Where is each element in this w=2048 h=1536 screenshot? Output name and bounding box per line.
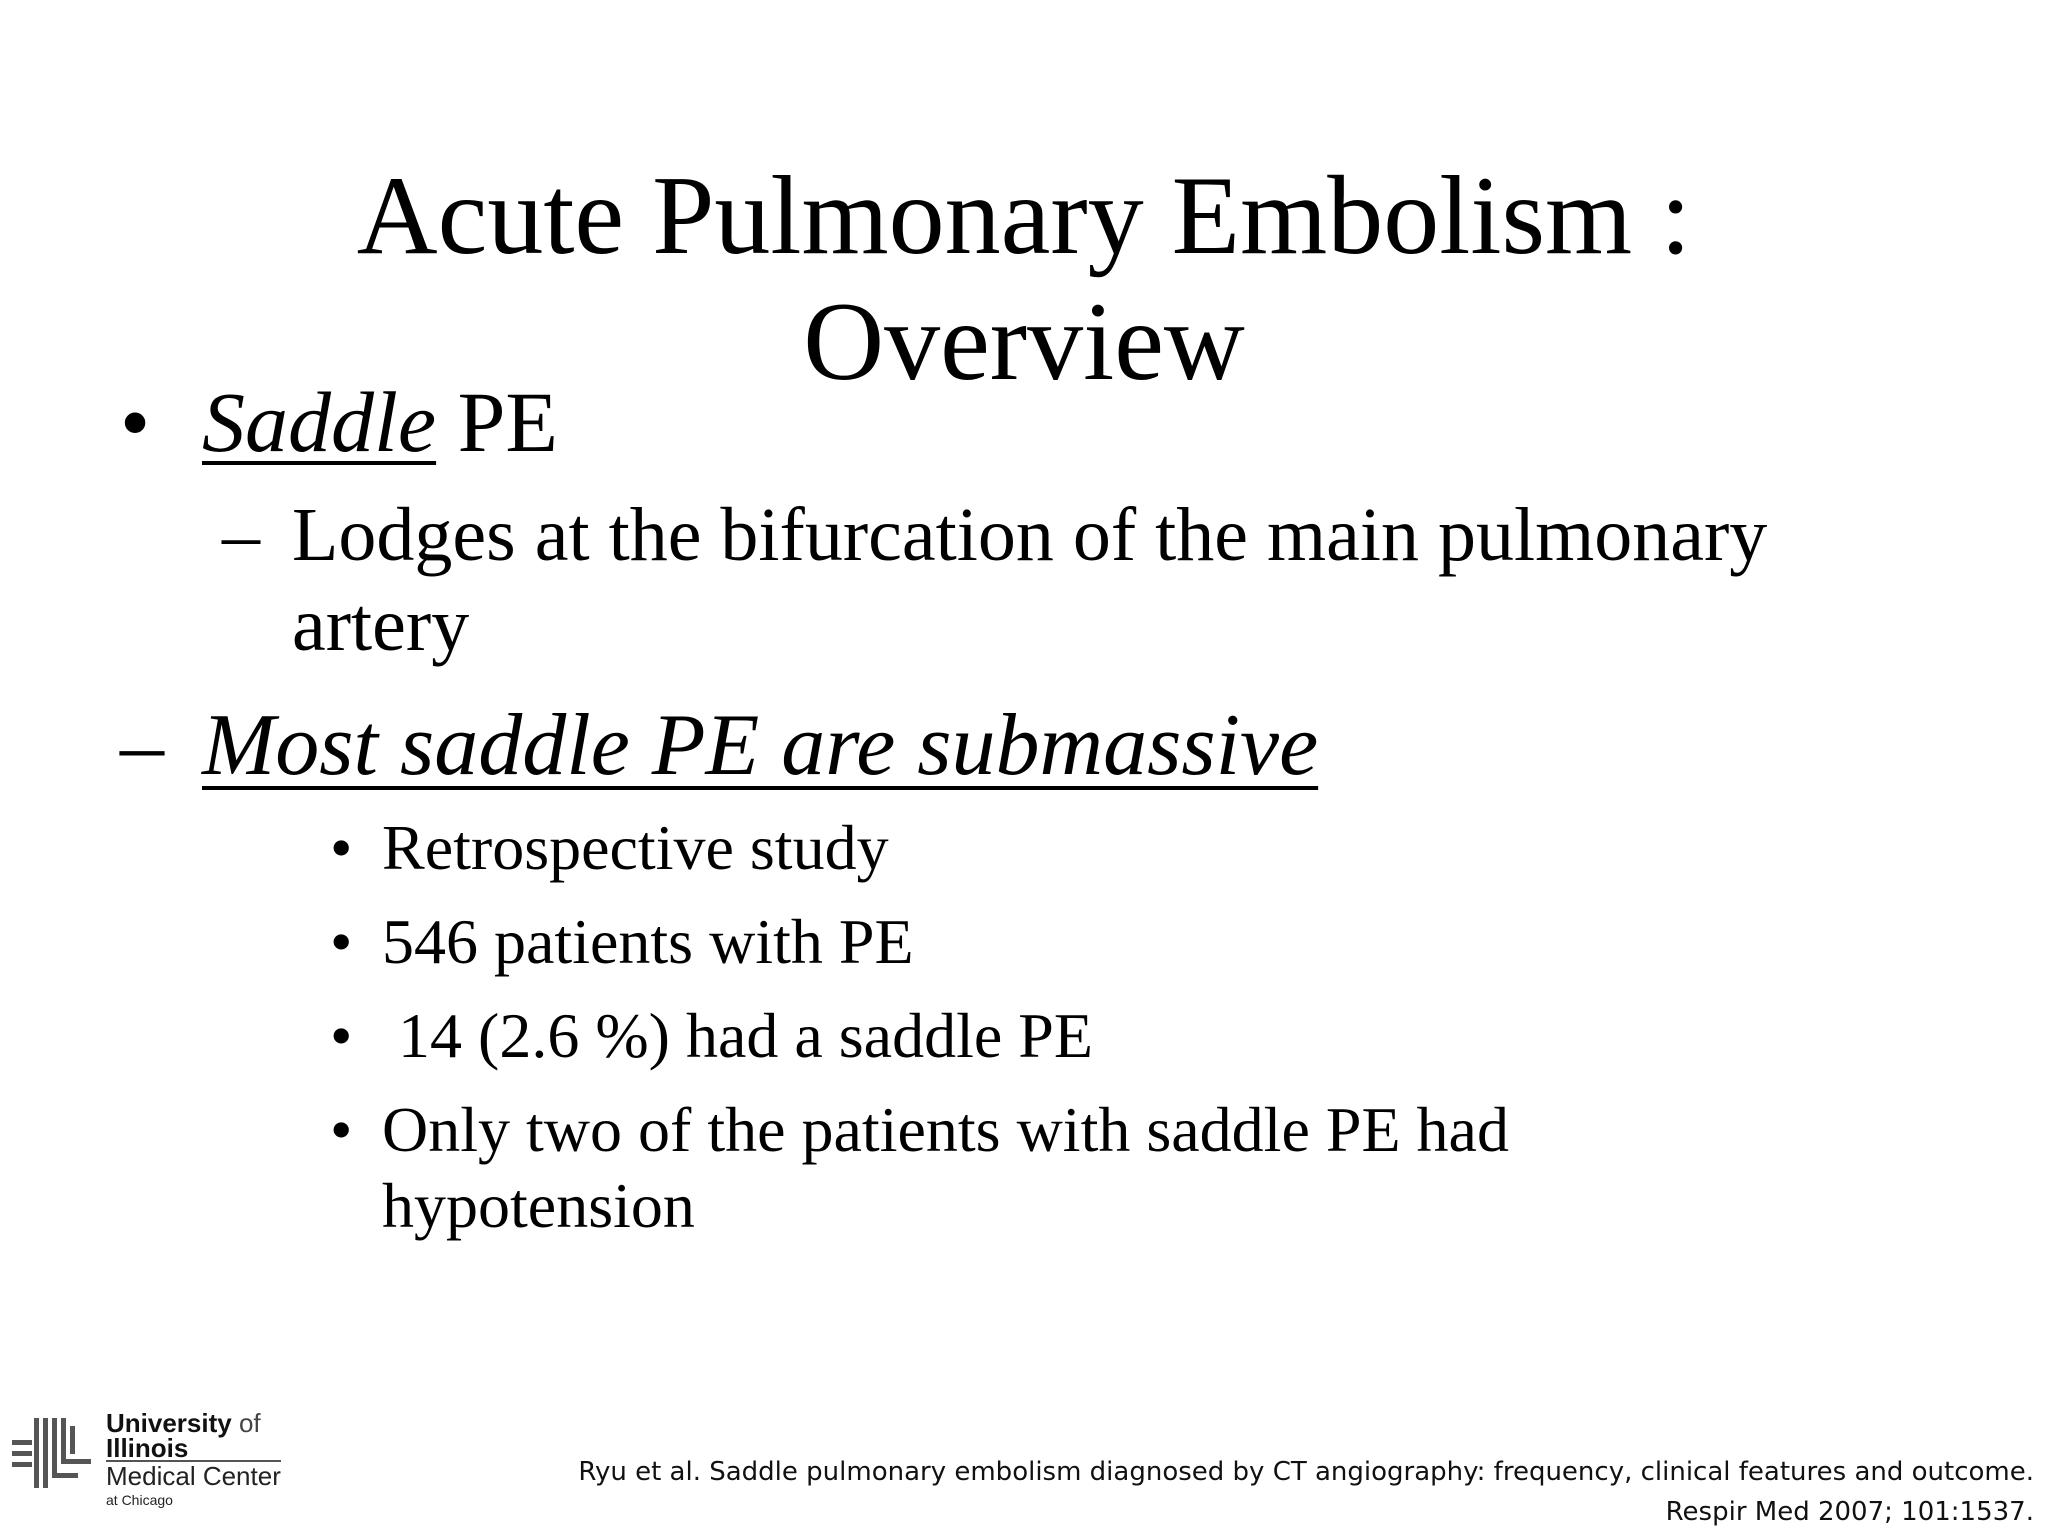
sub-item-text: Lodges at the bifurcation of the main pulmonary artery <box>292 493 1768 667</box>
citation <box>578 1452 2034 1532</box>
logo-university: University of <box>106 1408 261 1438</box>
title-line-1: Acute Pulmonary Embolism : <box>356 154 1692 279</box>
detail-text: Retrospective study <box>382 812 889 883</box>
bullet-emphasis: Saddle <box>202 374 437 470</box>
bullet-glyph: • <box>330 1094 353 1165</box>
detail-text: Only two of the patients with saddle PE had hypotension <box>382 1094 1509 1241</box>
title-line-2: Overview <box>803 280 1245 405</box>
bullet-glyph: • <box>330 1000 353 1071</box>
uic-logo-mark-icon <box>12 1418 104 1488</box>
logo-medical-center: Medical Center <box>106 1461 281 1491</box>
uic-logo <box>12 1410 312 1520</box>
citation-line-2: Respir Med 2007; 101:1537. <box>1665 1497 2034 1527</box>
bullet-glyph: • <box>330 812 353 883</box>
detail-text: 546 patients with PE <box>382 906 914 977</box>
bullet-glyph: • <box>330 906 353 977</box>
submassive-emphasis: Most saddle PE are submassive <box>202 697 1319 794</box>
logo-illinois: Illinois <box>106 1433 189 1463</box>
logo-location: at Chicago <box>106 1492 173 1508</box>
dash-glyph: – <box>120 697 164 794</box>
bullet-glyph: • <box>120 374 151 470</box>
bullet-text <box>202 372 558 472</box>
bullet-rest: PE <box>436 374 558 470</box>
slide-title <box>0 153 2048 405</box>
sub-item-text <box>202 696 1318 796</box>
dash-glyph: – <box>222 493 260 577</box>
detail-text: 14 (2.6 %) had a saddle PE <box>382 1000 1093 1071</box>
uic-logo-text <box>106 1410 281 1510</box>
citation-line-1: Ryu et al. Saddle pulmonary embolism diagnosed by CT angiography: frequency, clinical features and outcome. <box>578 1457 2034 1487</box>
